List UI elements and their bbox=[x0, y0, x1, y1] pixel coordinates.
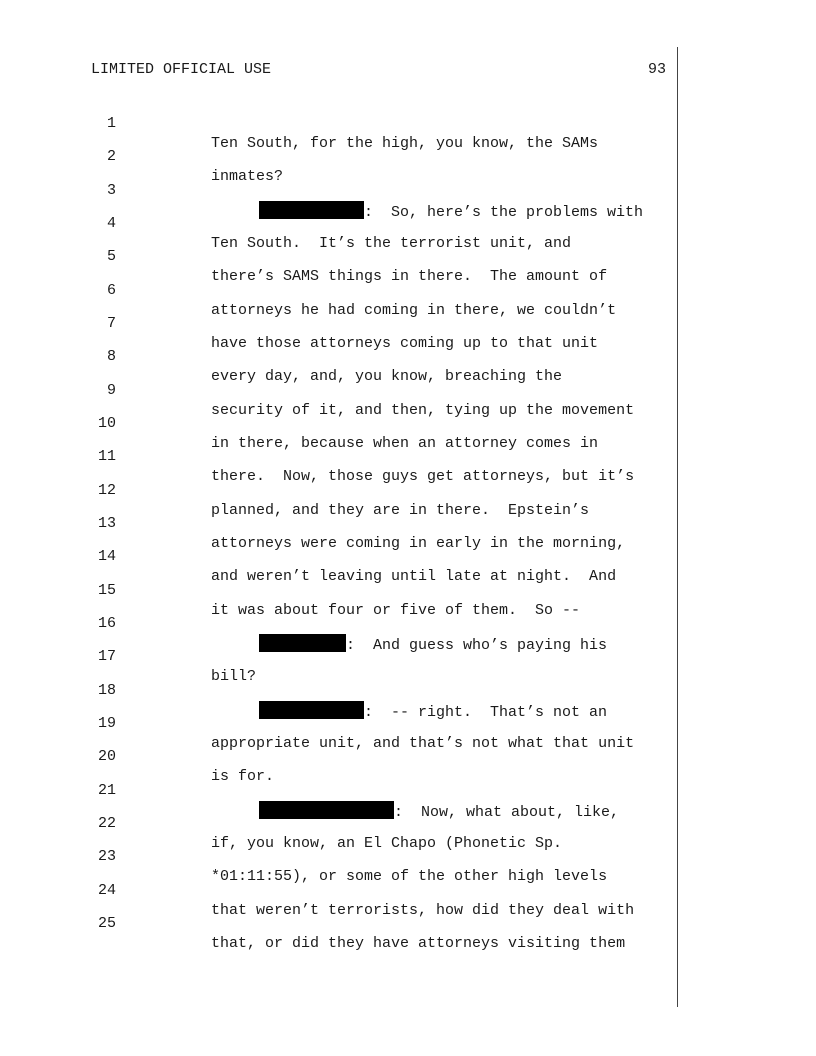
redacted-speaker-name bbox=[259, 201, 364, 219]
line-text: that weren’t terrorists, how did they deal with bbox=[211, 902, 635, 919]
line-text: : So, here’s the problems with bbox=[364, 204, 644, 221]
line-text: Ten South. It’s the terrorist unit, and bbox=[211, 235, 572, 252]
line-number: 23 bbox=[97, 848, 116, 865]
line-number: 12 bbox=[97, 482, 116, 499]
line-number: 2 bbox=[106, 148, 116, 165]
classification-marking: LIMITED OFFICIAL USE bbox=[91, 61, 272, 78]
line-number: 16 bbox=[97, 615, 116, 632]
line-text: : And guess who’s paying his bbox=[346, 637, 608, 654]
line-text: *01:11:55), or some of the other high levels bbox=[211, 868, 608, 885]
transcript-line bbox=[0, 94, 599, 152]
redacted-speaker-name bbox=[259, 701, 364, 719]
line-number: 9 bbox=[106, 382, 116, 399]
transcript-line bbox=[0, 627, 257, 685]
line-number: 18 bbox=[97, 682, 116, 699]
line-text: if, you know, an El Chapo (Phonetic Sp. bbox=[211, 835, 563, 852]
speaker-line bbox=[259, 701, 607, 723]
line-text: there’s SAMS things in there. The amount of bbox=[211, 268, 608, 285]
speaker-line bbox=[259, 801, 619, 823]
line-number: 5 bbox=[106, 248, 116, 265]
transcript-line bbox=[0, 127, 284, 185]
line-number: 3 bbox=[106, 182, 116, 199]
line-text: and weren’t leaving until late at night. And bbox=[211, 568, 617, 585]
line-text: have those attorneys coming up to that unit bbox=[211, 335, 599, 352]
line-text: there. Now, those guys get attorneys, but it’s bbox=[211, 468, 635, 485]
line-number: 8 bbox=[106, 348, 116, 365]
line-number: 21 bbox=[97, 782, 116, 799]
line-text: every day, and, you know, breaching the bbox=[211, 368, 563, 385]
page-number: 93 bbox=[647, 61, 666, 78]
line-number: 22 bbox=[97, 815, 116, 832]
speaker-line bbox=[259, 634, 607, 656]
line-text: : Now, what about, like, bbox=[394, 804, 620, 821]
line-number: 13 bbox=[97, 515, 116, 532]
line-number: 1 bbox=[106, 115, 116, 132]
transcript-line bbox=[0, 727, 275, 785]
line-number: 10 bbox=[97, 415, 116, 432]
line-text: it was about four or five of them. So -- bbox=[211, 602, 581, 619]
line-number: 7 bbox=[106, 315, 116, 332]
line-text: : -- right. That’s not an bbox=[364, 704, 608, 721]
line-text: inmates? bbox=[211, 168, 284, 185]
line-number: 20 bbox=[97, 748, 116, 765]
line-text: security of it, and then, tying up the movement bbox=[211, 402, 635, 419]
line-text: appropriate unit, and that’s not what that unit bbox=[211, 735, 635, 752]
redacted-speaker-name bbox=[259, 634, 346, 652]
line-text: bill? bbox=[211, 668, 257, 685]
line-number: 24 bbox=[97, 882, 116, 899]
line-text: Ten South, for the high, you know, the SAMs bbox=[211, 135, 599, 152]
line-text: is for. bbox=[211, 768, 275, 785]
line-number: 11 bbox=[97, 448, 116, 465]
line-number: 25 bbox=[97, 915, 116, 932]
line-number: 14 bbox=[97, 548, 116, 565]
line-text: in there, because when an attorney comes in bbox=[211, 435, 599, 452]
redacted-speaker-name bbox=[259, 801, 394, 819]
line-text: planned, and they are in there. Epstein’s bbox=[211, 502, 590, 519]
right-margin-rule bbox=[677, 47, 678, 1007]
line-text: attorneys were coming in early in the morning, bbox=[211, 535, 626, 552]
line-number: 15 bbox=[97, 582, 116, 599]
line-number: 4 bbox=[106, 215, 116, 232]
line-text: that, or did they have attorneys visiting them bbox=[211, 935, 626, 952]
line-number: 6 bbox=[106, 282, 116, 299]
line-number: 17 bbox=[97, 648, 116, 665]
speaker-line bbox=[259, 201, 643, 223]
line-number: 19 bbox=[97, 715, 116, 732]
line-text: attorneys he had coming in there, we couldn’t bbox=[211, 302, 617, 319]
